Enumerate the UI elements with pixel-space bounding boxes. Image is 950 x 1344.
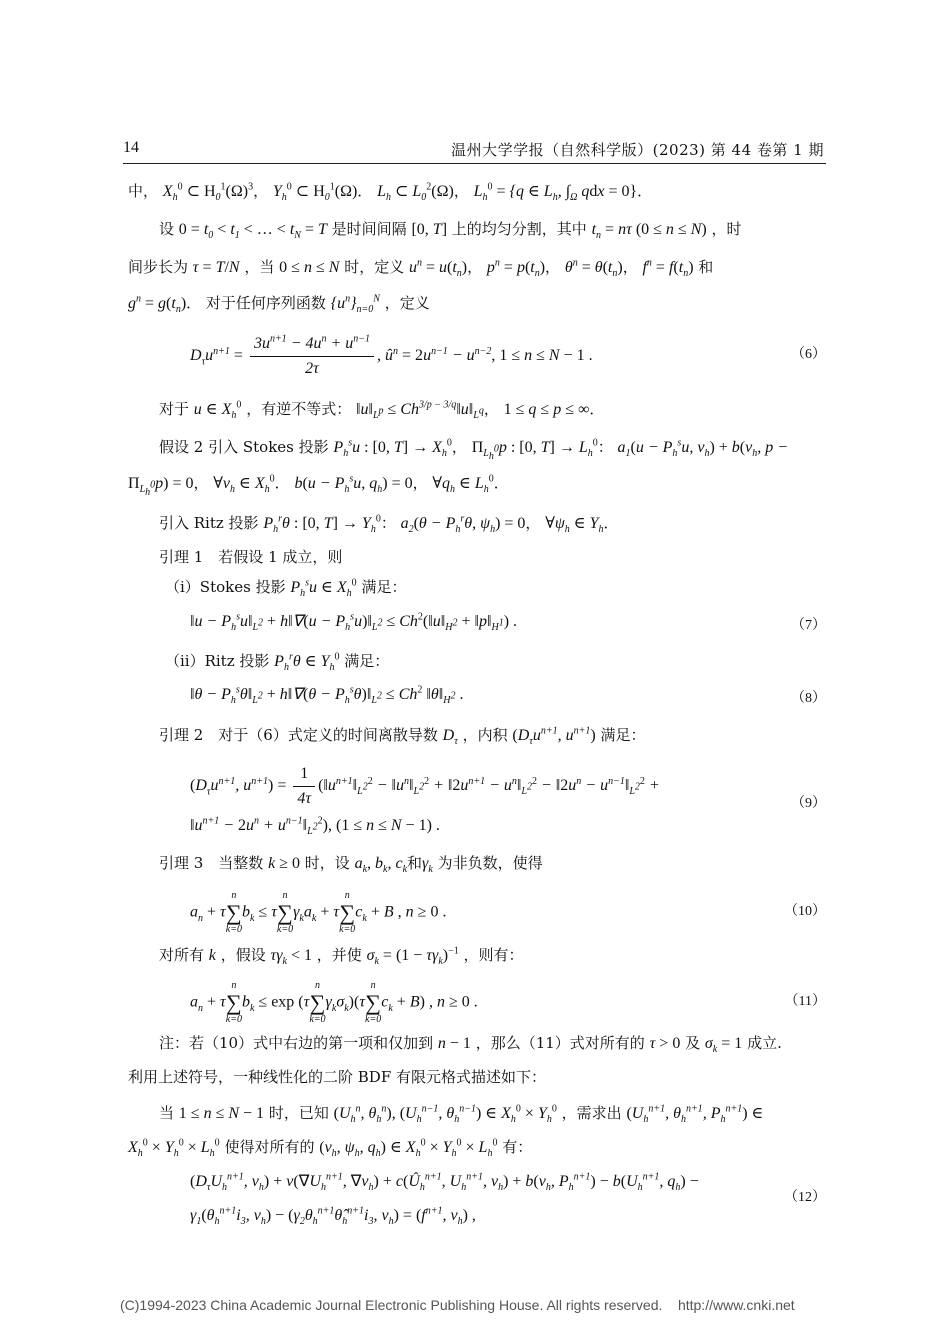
text-line-2: 设 $0 = t_0 < t_1$ < … < $t_N = T$ 是时间间隔 [0, T] 上的均匀分割，其中 $t_n = n\tau$ (0 ≤ n ≤ N) ，时 [159,220,742,242]
equation-12-line-1: ($D_\tau U_h^{n+1}$, $v_h) + \nu(\nabla U_h^{n+1}$, $\nabla v_h$) + $c(Û_h^{n+1}$, $U_h^{n+1}$, $v_h) + b(v_h$, $P_h^{n+1}) - b(U_h^{n+1}$, $q_h$) − [190,1171,699,1194]
equation-10: $a_n + \tau$ n ∑ k=0 $b_k \le \tau$ n ∑ k=0 $\gamma_ka_k + \tau$ n ∑ k=0 $c_k + B$ , n ≥ 0 . [190,890,447,935]
header-rule [123,163,826,164]
scheme-when-line: 当 1 ≤ n ≤ N − 1 时，已知 ($U_h^n$, $\theta_h^n$), ($U_h^{n-1}$, $\theta_h^{n-1}$) ∈ $X_h^0 \times Y_h^0$ ，需求出 ($U_h^{n+1}$, $\theta_h^{n+1}$, $P_h^{n+1}$) ∈ [159,1103,764,1126]
text-line-4: $g^n = g(t_n)$． 对于任何序列函数 $\{u^n\}_{n=0}^N$ ，定义 [128,293,430,316]
equation-number-7: （7） [791,618,826,633]
equation-number-11: （11） [784,994,826,1009]
lemma-1-part-i: （i）Stokes 投影 $P_h^su$ ∈ $X_h^0$ 满足： [165,577,407,600]
all-k-line: 对所有 k ，假设 $\tau\gamma_k < 1$ ，并使 $\sigma_k = (1 - \tau\gamma_k)^{-1}$ ，则有： [159,945,524,968]
note-line: 注：若（10）式中右边的第一项和仅加到 n − 1 ，那么（11）式对所有的 τ > 0 及 $\sigma_k = 1$ 成立. [159,1034,782,1056]
lemma-1-part-ii: （ii）Ritz 投影 $P_h^r\theta$ ∈ $Y_h^0$ 满足： [165,651,390,674]
assumption-2-line-2: $\Pi_{L_h^0}p) = 0$， $\forall v_h$ ∈ $X_h^0$． $b(u - P_h^su$, $q_h) = 0$， $\forall q_h$ ∈ $L_h^0$． [128,473,509,499]
lemma-2: 引理 2 对于（6）式定义的时间离散导数 $D_\tau$ ，内积 ($D_\tau u^{n+1}$, $u^{n+1}$) 满足： [159,725,646,748]
equation-12-line-2: $\gamma_1(\theta_h^{n+1}i_3$, $v_h$) − ($\gamma_2\theta_h^{n+1}\thetâ_h^{n+1}i_3$, $v_h) = (f^{n+1}$, $v_h$) , [190,1205,476,1228]
ritz-projection-line: 引入 Ritz 投影 $P_h^r\theta$ : [0, $T] \to Y_h^0$： $a_2(\theta - P_h^r\theta$, $\psi_h) = 0$， $\forall\psi_h$ ∈ $Y_h$． [159,513,619,536]
text-line-inverse-inequality: 对于 u ∈ $X_h^0$ ，有逆不等式： $‖u‖_{L^p}$ ≤ $Ch^{3/p - 3/q}‖u‖_{L^q}$， 1 ≤ q ≤ p ≤ ∞． [159,399,605,422]
equation-9-line-1: ($D_\tau u^{n+1}$, $u^{n+1}$) = $\frac{1}{4\tau}$ ($‖u^{n+1}‖_{L^2}^2$ − $‖u^n‖_{L^2}^2$ + $‖2u^{n+1}$ − $u^n‖_{L^2}^2$ − $‖2u^n$ − $u^{n-1}‖_{L^2}^2$ + [190,762,660,811]
equation-number-6: （6） [791,347,826,362]
cnki-link[interactable]: http://www.cnki.net [677,1297,795,1313]
equation-9-line-2: $‖u^{n+1} - 2u^n$ + $u^{n-1}‖_{L^2}^2$), (1 ≤ n ≤ N − 1) . [190,815,440,838]
equation-8: ‖θ − $P_h^s\theta‖_{L^2}$ + h‖∇(θ − $P_h^s\theta)‖_{L^2} \le Ch^2$ $‖\theta‖_{H^2}$ . [190,684,464,707]
assumption-2-line-1: 假设 2 引入 Stokes 投影 $P_h^su$ : [0, $T] \to X_h^0$， $\Pi_{L_h^0}p$ : [0, $T] \to L_h^0$： $a_1(u - P_h^su$, $v_h) + b(v_h$, p − [159,437,789,463]
lemma-1: 引理 1 若假设 1 成立，则 [159,548,343,566]
equation-number-9: （9） [791,796,826,811]
copyright-footer: (C)1994-2023 China Academic Journal Electronic Publishing House. All rights reserved. http://www.cnki.net [120,1297,795,1313]
text-line-1: 中， $X_h^0$ ⊂ $H_0^1(\Omega)^3$， $Y_h^0$ ⊂ $H_0^1(\Omega)$． $L_h$ ⊂ $L_0^2(\Omega)$， $L_h^0 = \{q$ ∈ $L_h$, $\int_\Omega$ qdx = 0}． [128,181,653,204]
equation-6: $D_\tau u^{n+1}$ = $\frac{3u^{n+1} - 4u^n + u^{n-1}}{2\tau}$ , $û^n = 2u^{n-1} - u^{n-2}$, 1 ≤ n ≤ N − 1 . [190,333,593,377]
lemma-3: 引理 3 当整数 k ≥ 0 时，设 $a_k$, $b_k$, $c_k$和$\gamma_k$ 为非负数，使得 [159,854,543,876]
scheme-space-line: $X_h^0 \times Y_h^0 \times L_h^0$ 使得对所有的 ($v_h$, $\psi_h$, $q_h$) ∈ $X_h^0 \times Y_h^0 \times L_h^0$ 有： [128,1137,533,1160]
equation-number-8: （8） [791,691,826,706]
equation-number-12: （12） [784,1190,826,1205]
text-line-3: 间步长为 τ = T/N ，当 0 ≤ n ≤ N 时，定义 $u^n = u(t_n)$， $p^n = p(t_n)$， $\theta^n = \theta(t_n)$， $f^n = f(t_n)$ 和 [128,257,714,280]
equation-11: $a_n + \tau$ n ∑ k=0 $b_k \le \exp (\tau$ n ∑ k=0 $\gamma_k\sigma_k)(\tau$ n ∑ k=0 $c_k + B$) , n ≥ 0 . [190,980,478,1025]
journal-title: 温州大学学报（自然科学版）(2023) 第 44 卷第 1 期 [451,141,824,159]
page-number: 14 [123,139,139,156]
equation-number-10: （10） [784,904,826,919]
equation-7: ‖u − $P_h^su‖_{L^2}$ + h‖∇(u − $P_h^su)‖_{L^2}$ ≤ $Ch^2(‖u‖_{H^2}$ + $‖p‖_{H^1}$) . [190,611,518,634]
scheme-intro: 利用上述符号，一种线性化的二阶 BDF 有限元格式描述如下： [128,1068,546,1086]
